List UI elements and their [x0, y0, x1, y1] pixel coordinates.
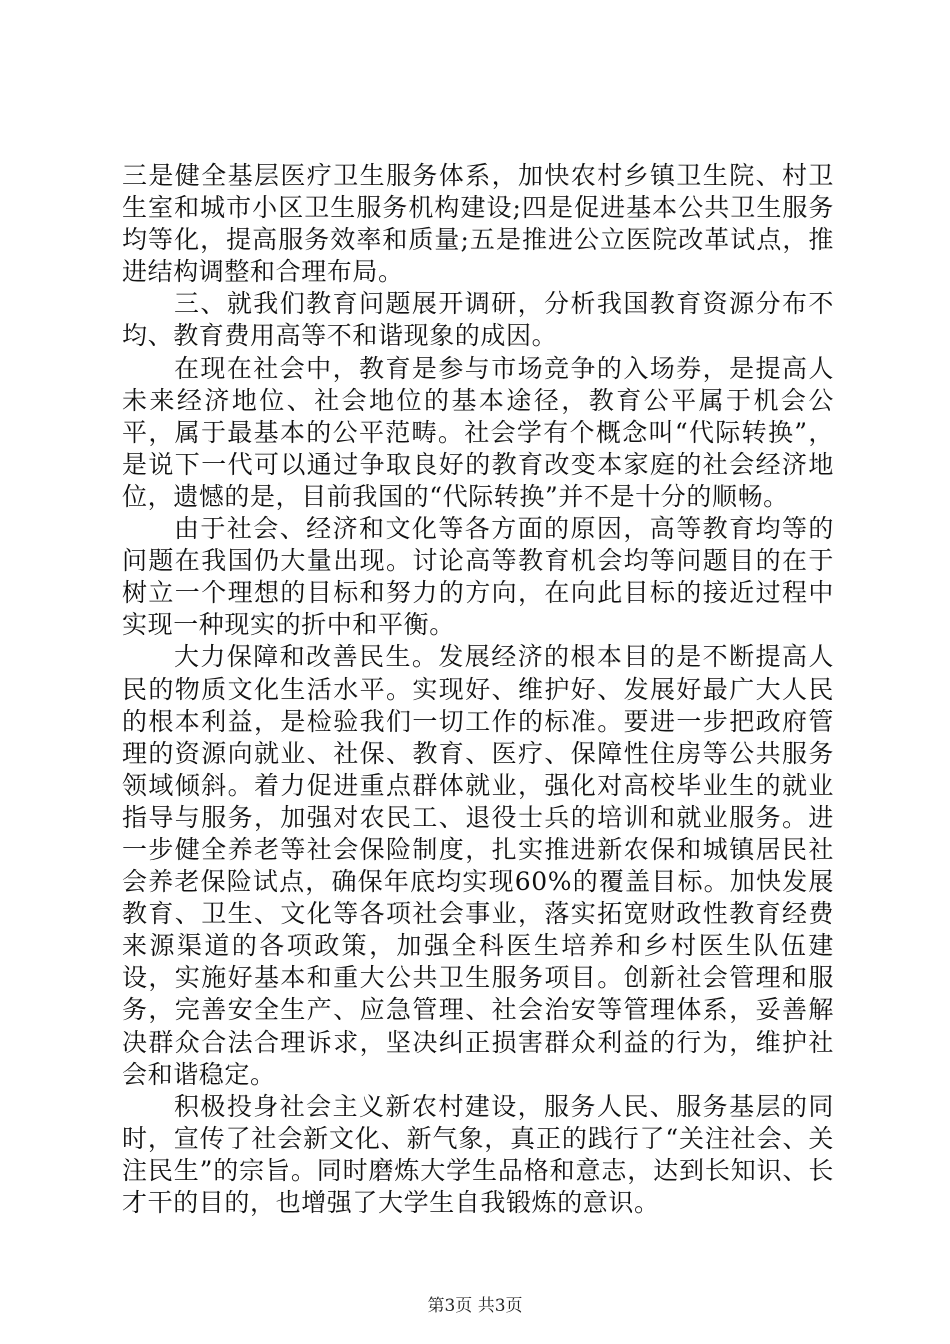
- paragraph-education-fairness: 在现在社会中，教育是参与市场竞争的入场券，是提高人未来经济地位、社会地位的基本途径，教育公平属于机会公平，属于最基本的公平范畴。社会学有个概念叫“代际转换”，是说下一代可以通过争取良好的教育改变本家庭的社会经济地位，遗憾的是，目前我国的“代际转换”并不是十分的顺畅。: [122, 353, 834, 511]
- document-body: [122, 160, 834, 1219]
- paragraph-continuation: 三是健全基层医疗卫生服务体系，加快农村乡镇卫生院、村卫生室和城市小区卫生服务机构建设;四是促进基本公共卫生服务均等化，提高服务效率和质量;五是推进公立医院改革试点，推进结构调整和合理布局。: [122, 161, 834, 287]
- paragraph-section-three-heading: 三、就我们教育问题展开调研，分析我国教育资源分布不均、教育费用高等不和谐现象的成因。: [122, 289, 834, 351]
- paragraph-livelihood: 大力保障和改善民生。发展经济的根本目的是不断提高人民的物质文化生活水平。实现好、维护好、发展好最广大人民的根本利益，是检验我们一切工作的标准。要进一步把政府管理的资源向就业、社保、教育、医疗、保障性住房等公共服务领域倾斜。着力促进重点群体就业，强化对高校毕业生的就业指导与服务，加强对农民工、退役士兵的培训和就业服务。进一步健全养老等社会保险制度，扎实推进新农保和城镇居民社会养老保险试点，确保年底均实现60%的覆盖目标。加快发展教育、卫生、文化等各项社会事业，落实拓宽财政性教育经费来源渠道的各项政策，加强全科医生培养和乡村医生队伍建设，实施好基本和重大公共卫生服务项目。创新社会管理和服务，完善安全生产、应急管理、社会治安等管理体系，妥善解决群众合法合理诉求，坚决纠正损害群众利益的行为，维护社会和谐稳定。: [122, 642, 834, 1089]
- paragraph-higher-education: 由于社会、经济和文化等各方面的原因，高等教育均等的问题在我国仍大量出现。讨论高等教育机会均等问题目的在于树立一个理想的目标和努力的方向，在向此目标的接近过程中实现一种现实的折中和平衡。: [122, 514, 834, 640]
- page-number-footer: 第3页 共3页: [427, 1296, 523, 1316]
- paragraph-new-countryside: 积极投身社会主义新农村建设，服务人民、服务基层的同时，宣传了社会新文化、新气象，真正的践行了“关注社会、关注民生”的宗旨。同时磨炼大学生品格和意志，达到长知识、长才干的目的，也增强了大学生自我锻炼的意识。: [122, 1091, 834, 1217]
